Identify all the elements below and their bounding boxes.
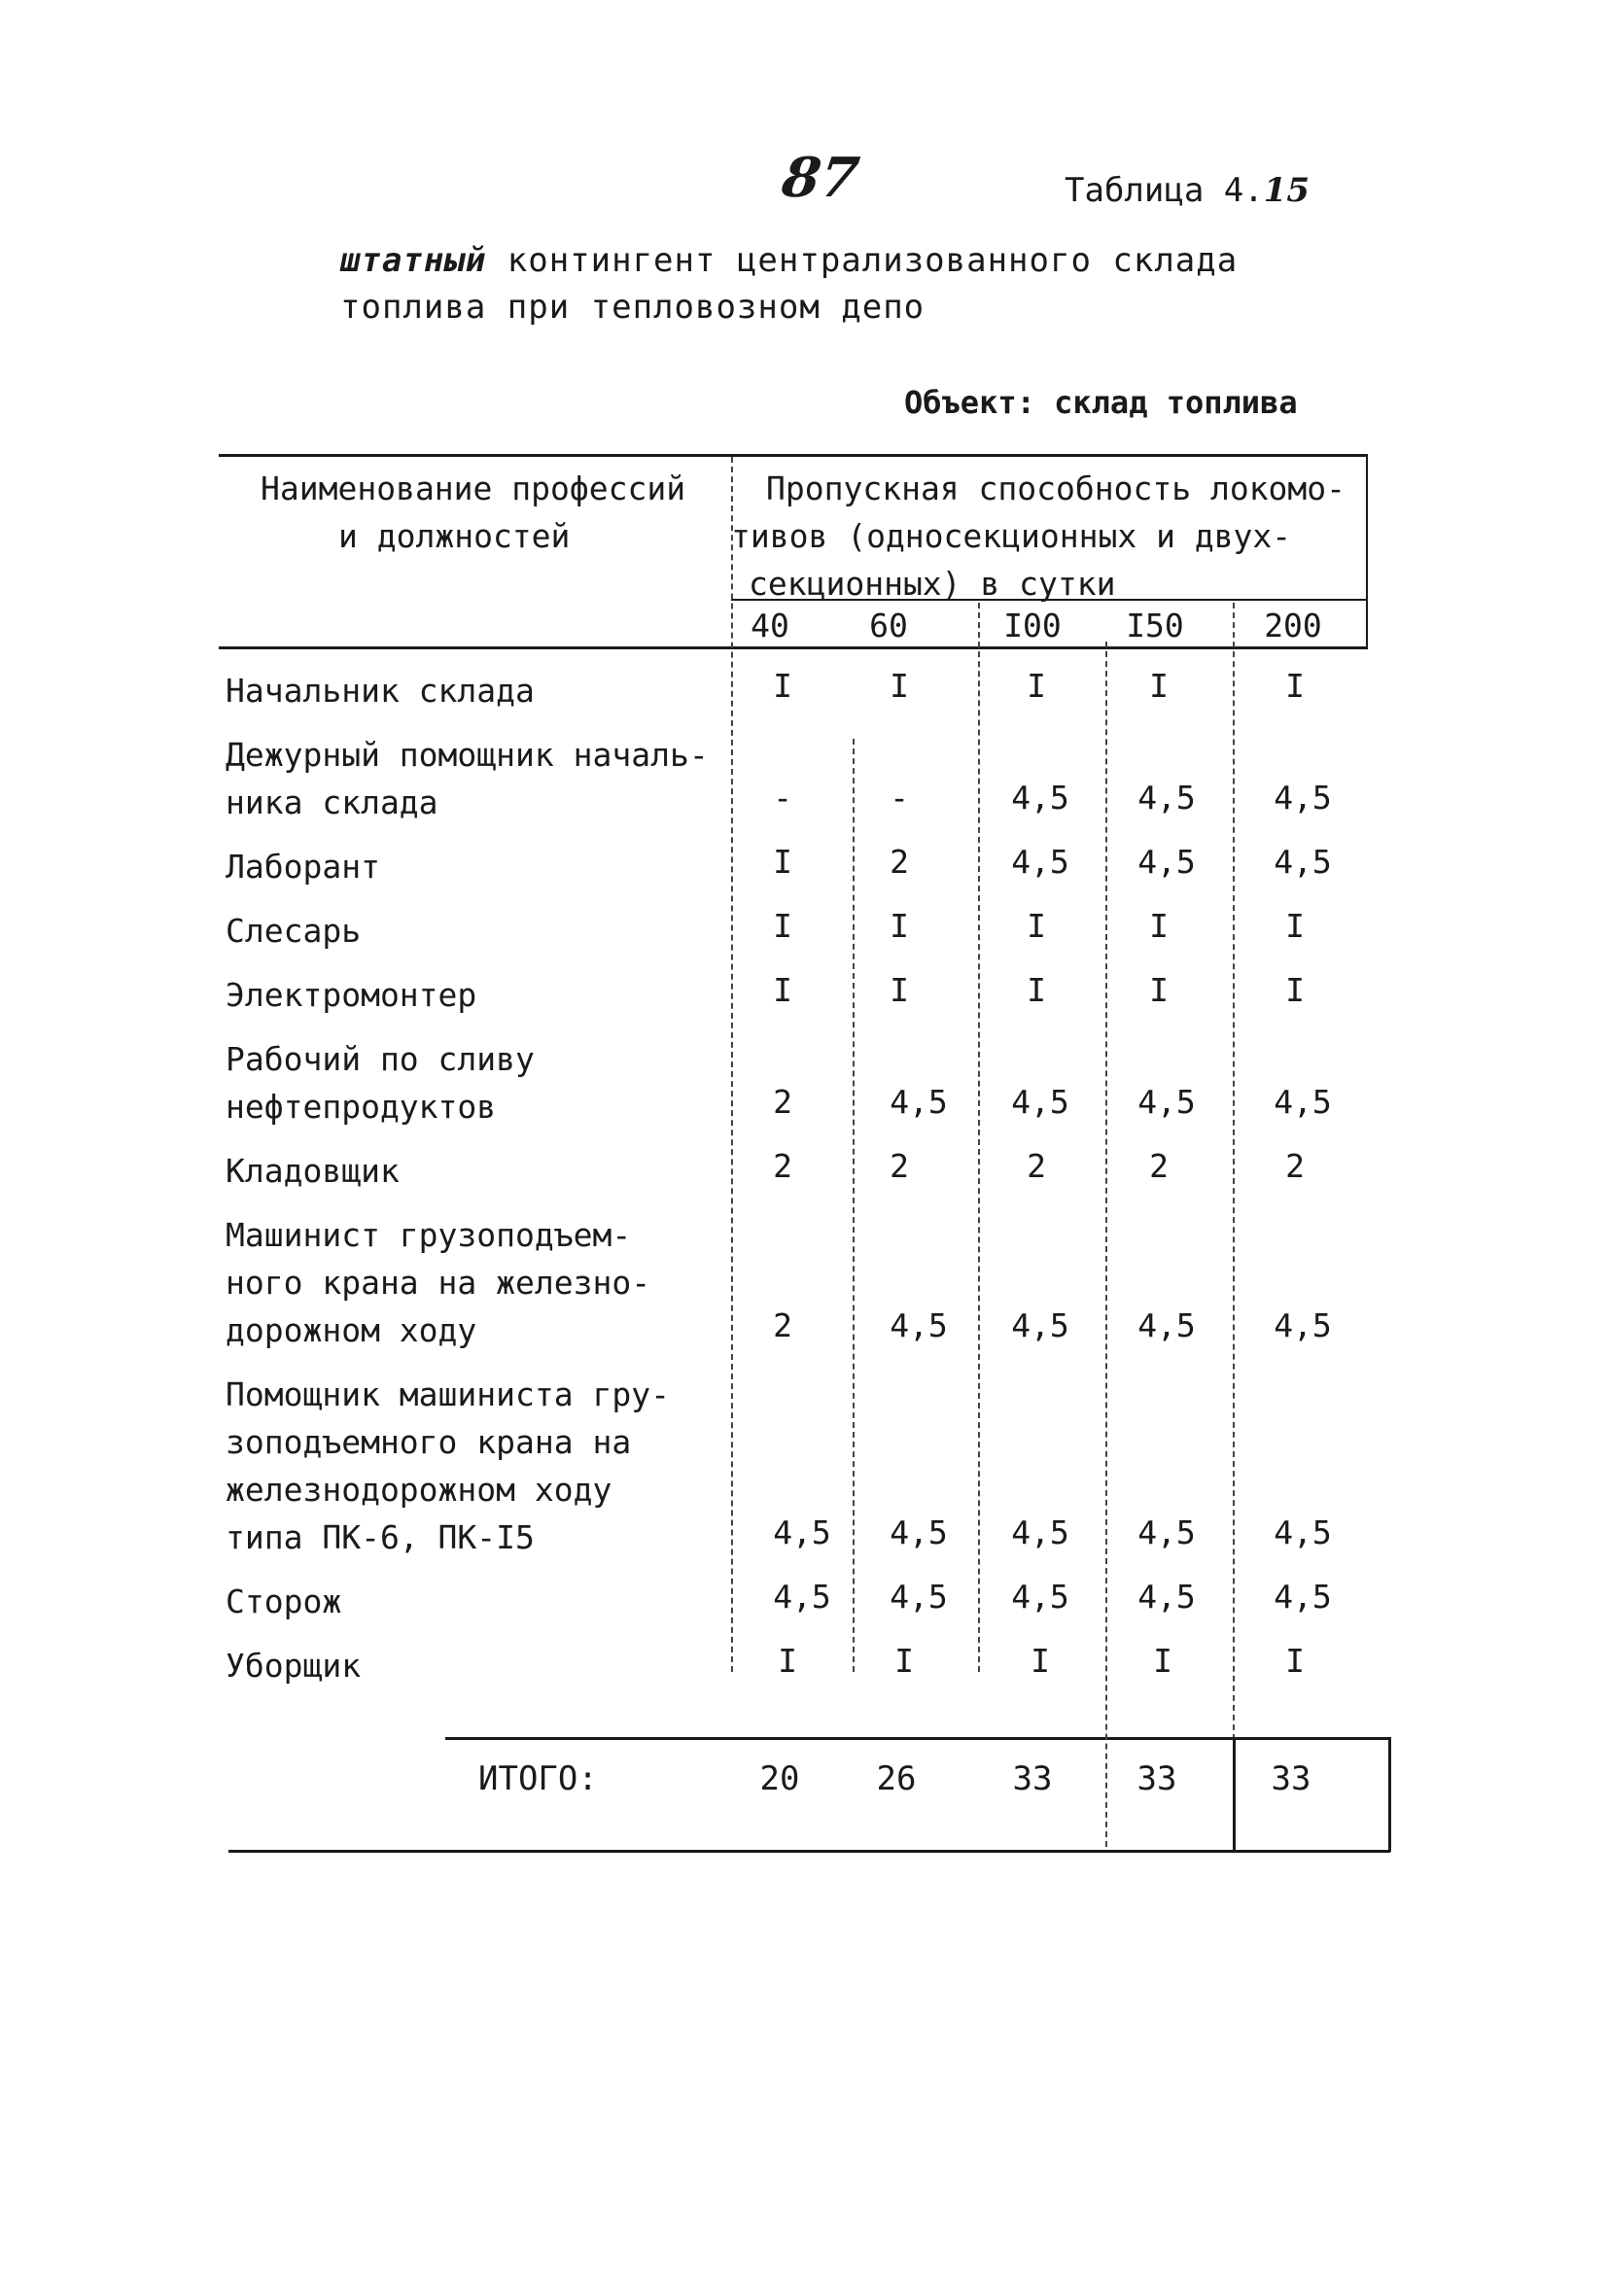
- table-cell: 4,5: [773, 1578, 831, 1616]
- header-bottom-rule: [219, 646, 1368, 649]
- table-cell: 4,5: [1137, 1513, 1196, 1551]
- table-cell: I: [1027, 907, 1046, 945]
- col-separator-150-200: [1233, 603, 1235, 1740]
- table-cell: 4,5: [1274, 1578, 1332, 1616]
- table-cell: I: [1153, 1642, 1172, 1680]
- table-cell: 2: [773, 1083, 792, 1121]
- col-separator-100-150: [1105, 642, 1107, 1847]
- table-cell: I: [890, 971, 909, 1009]
- table-row-name: Сторож: [226, 1583, 342, 1620]
- table-cell: I: [894, 1642, 914, 1680]
- table-top-rule: [219, 454, 1368, 457]
- table-row-name: типа ПК-6, ПК-I5: [226, 1518, 535, 1556]
- table-row-name: Помощник машиниста гру-: [226, 1375, 670, 1413]
- table-cell: 4,5: [1011, 1513, 1069, 1551]
- header-capacity-line-3: секционных) в сутки: [749, 565, 1116, 603]
- table-cell: I: [773, 907, 792, 945]
- table-cell: I: [1149, 667, 1169, 705]
- total-value: 33: [1271, 1759, 1311, 1798]
- column-header-60: 60: [869, 607, 908, 644]
- table-cell: 2: [890, 1147, 909, 1185]
- table-cell: I: [1285, 971, 1305, 1009]
- table-cell: 4,5: [1137, 779, 1196, 817]
- table-cell: -: [773, 779, 792, 817]
- table-row-name: Машинист грузоподъем-: [226, 1216, 632, 1254]
- table-cell: 2: [1027, 1147, 1046, 1185]
- table-cell: 4,5: [1274, 1513, 1332, 1551]
- table-cell: 4,5: [773, 1513, 831, 1551]
- object-line: Объект: склад топлива: [904, 384, 1298, 421]
- table-cell: 2: [890, 843, 909, 881]
- total-value: 26: [876, 1759, 917, 1798]
- table-row-name: железнодорожном ходу: [226, 1471, 612, 1509]
- table-cell: 4,5: [890, 1083, 948, 1121]
- title-line-1-text: контингент централизованного склада: [486, 241, 1239, 280]
- total-top-rule: [445, 1737, 1390, 1740]
- page-number: 87: [778, 146, 863, 210]
- table-cell: 4,5: [1274, 1083, 1332, 1121]
- table-cell: 2: [1285, 1147, 1305, 1185]
- table-cell: 4,5: [1137, 843, 1196, 881]
- table-cell: I: [890, 667, 909, 705]
- total-value: 33: [1136, 1759, 1177, 1798]
- table-row-name: Уборщик: [226, 1647, 362, 1685]
- header-capacity-line-1: Пропускная способность локомо-: [766, 470, 1346, 507]
- table-row-name: Кладовщик: [226, 1152, 400, 1190]
- table-cell: 4,5: [1137, 1306, 1196, 1344]
- column-header-200: 200: [1264, 607, 1322, 644]
- table-cell: I: [1285, 667, 1305, 705]
- table-row-name: дорожном ходу: [226, 1311, 477, 1349]
- table-cell: 4,5: [1011, 1306, 1069, 1344]
- right-border-total: [1388, 1737, 1391, 1852]
- column-header-150: I50: [1126, 607, 1184, 644]
- header-name-line-1: Наименование профессий: [261, 470, 686, 507]
- table-cell: I: [778, 1642, 797, 1680]
- total-value: 33: [1012, 1759, 1053, 1798]
- table-cell: 4,5: [1011, 1578, 1069, 1616]
- table-cell: I: [1149, 971, 1169, 1009]
- table-cell: -: [890, 779, 909, 817]
- table-row-name: ника склада: [226, 783, 438, 821]
- table-cell: 4,5: [1011, 779, 1069, 817]
- table-cell: 4,5: [1011, 843, 1069, 881]
- table-label-prefix: Таблица 4.: [1065, 171, 1264, 210]
- table-row-name: Рабочий по сливу: [226, 1040, 535, 1078]
- table-cell: 4,5: [890, 1578, 948, 1616]
- table-bottom-rule: [228, 1850, 1390, 1853]
- table-cell: 2: [773, 1147, 792, 1185]
- column-header-40: 40: [751, 607, 789, 644]
- table-cell: I: [1149, 907, 1169, 945]
- table-label: [1065, 171, 1310, 210]
- total-label: ИТОГО:: [478, 1759, 598, 1798]
- table-row-name: Дежурный помощник началь-: [226, 736, 709, 774]
- table-cell: 2: [773, 1306, 792, 1344]
- table-title-line-1: [340, 241, 1238, 280]
- header-capacity-line-2: тивов (односекционных и двух-: [731, 517, 1292, 555]
- table-row-name: Начальник склада: [226, 672, 535, 710]
- table-cell: I: [1027, 971, 1046, 1009]
- table-cell: 4,5: [1137, 1083, 1196, 1121]
- table-cell: 4,5: [1274, 1306, 1332, 1344]
- table-cell: 4,5: [1274, 843, 1332, 881]
- total-value: 20: [759, 1759, 800, 1798]
- table-cell: I: [1027, 667, 1046, 705]
- table-cell: 4,5: [1011, 1083, 1069, 1121]
- table-cell: I: [1031, 1642, 1050, 1680]
- table-row-name: Лаборант: [226, 848, 380, 886]
- table-cell: 4,5: [890, 1306, 948, 1344]
- table-title-line-2: топлива при тепловозном депо: [340, 288, 926, 327]
- table-label-number: 15: [1263, 171, 1311, 210]
- table-cell: I: [773, 971, 792, 1009]
- table-cell: 2: [1149, 1147, 1169, 1185]
- header-name-line-2: и должностей: [338, 517, 571, 555]
- table-row-name: Электромонтер: [226, 976, 477, 1014]
- title-handwritten-word: штатный: [340, 241, 487, 280]
- table-cell: 4,5: [1137, 1578, 1196, 1616]
- table-cell: I: [1285, 907, 1305, 945]
- col-separator-total-200: [1233, 1737, 1236, 1852]
- table-row-name: зоподъемного крана на: [226, 1423, 632, 1461]
- table-cell: I: [890, 907, 909, 945]
- table-cell: 4,5: [1274, 779, 1332, 817]
- col-separator-60-100: [978, 603, 980, 1672]
- table-cell: I: [1285, 1642, 1305, 1680]
- right-border-header: [1366, 454, 1368, 648]
- table-cell: I: [773, 667, 792, 705]
- column-header-100: I00: [1003, 607, 1062, 644]
- table-cell: I: [773, 843, 792, 881]
- table-cell: 4,5: [890, 1513, 948, 1551]
- table-row-name: Слесарь: [226, 912, 362, 950]
- table-row-name: нефтепродуктов: [226, 1088, 497, 1126]
- table-row-name: ного крана на железно-: [226, 1264, 651, 1302]
